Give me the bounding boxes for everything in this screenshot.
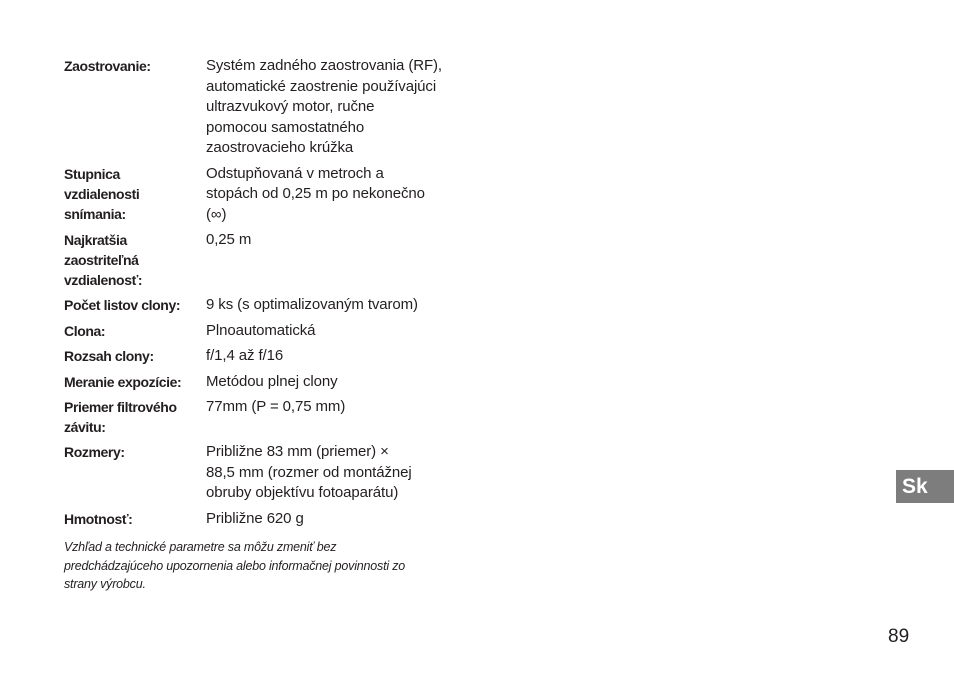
spec-value: Približne 620 g bbox=[206, 509, 304, 527]
spec-label: Zaostrovanie: bbox=[64, 58, 151, 74]
spec-row-metering bbox=[64, 372, 464, 393]
spec-label: Stupnica vzdialenosti snímania: bbox=[64, 165, 140, 222]
spec-value: Metódou plnej clony bbox=[206, 372, 338, 390]
spec-value: Odstupňovaná v metroch a stopách od 0,25 m po nekonečno (∞) bbox=[206, 164, 425, 223]
spec-label: Hmotnosť: bbox=[64, 510, 133, 527]
spec-row-diaphragm bbox=[64, 321, 464, 342]
spec-value: 0,25 m bbox=[206, 231, 252, 248]
page-number: 89 bbox=[888, 626, 910, 647]
spec-label: Rozsah clony: bbox=[64, 348, 154, 364]
spec-row-closest-focus bbox=[64, 230, 464, 290]
spec-label: Rozmery: bbox=[64, 444, 125, 460]
spec-row-focusing bbox=[64, 56, 464, 159]
spec-label: Meranie expozície: bbox=[64, 373, 182, 390]
spec-row-filter-size bbox=[64, 397, 464, 437]
spec-row-dimensions bbox=[64, 442, 464, 504]
spec-value: Približne 83 mm (priemer) × 88,5 mm (rozmer od montážnej obruby objektívu fotoaparátu) bbox=[206, 443, 412, 501]
spec-value: 9 ks (s optimalizovaným tvarom) bbox=[206, 296, 418, 313]
language-tab: Sk bbox=[896, 470, 954, 503]
disclaimer-note: Vzhľad a technické parametre sa môžu zmeniť bez predchádzajúceho upozornenia alebo informačnej povinnosti zo strany výrobcu. bbox=[64, 540, 406, 591]
spec-label: Počet listov clony: bbox=[64, 297, 181, 313]
spec-row-aperture-range bbox=[64, 346, 464, 367]
spec-value: Plnoautomatická bbox=[206, 321, 316, 339]
spec-label: Najkratšia zaostriteľná vzdialenosť: bbox=[64, 232, 143, 288]
spec-row-weight bbox=[64, 509, 464, 530]
spec-row-diaphragm-blades bbox=[64, 295, 464, 316]
spec-value: f/1,4 až f/16 bbox=[206, 347, 284, 364]
spec-label: Priemer filtrového závitu: bbox=[64, 399, 177, 435]
spec-value: Systém zadného zaostrovania (RF), automatické zaostrenie používajúci ultrazvukový motor, ručne pomocou samostatného zaostrovacieho krúžka bbox=[206, 57, 442, 156]
specifications-list bbox=[64, 56, 464, 534]
spec-row-distance-scale bbox=[64, 164, 464, 226]
spec-label: Clona: bbox=[64, 322, 106, 339]
spec-value: 77mm (P = 0,75 mm) bbox=[206, 398, 346, 415]
